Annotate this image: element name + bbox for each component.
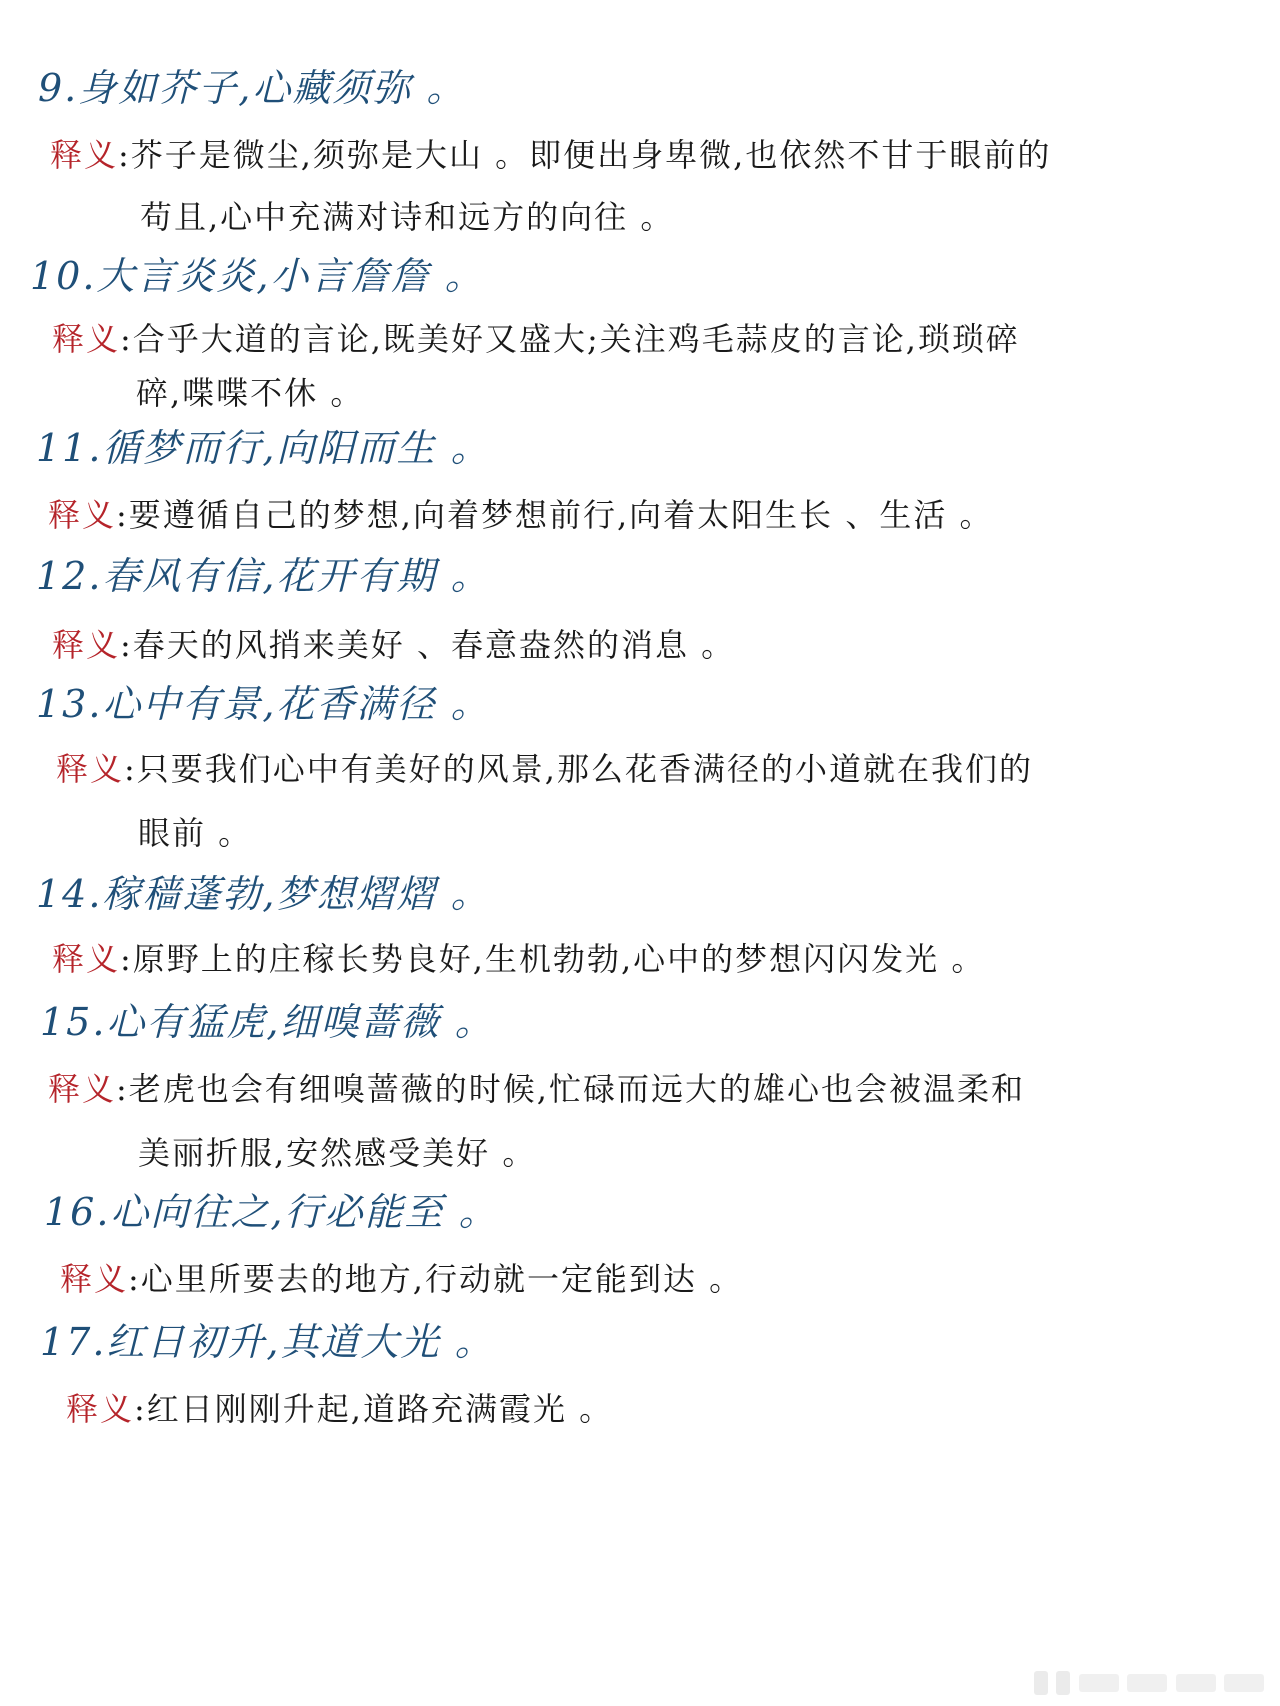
entry-title: 10.大言炎炎,小言詹詹 。 [30,254,485,298]
entry-definition: 释义:要遵循自己的梦想,向着梦想前行,向着太阳生长 、生活 。 [48,496,994,534]
entry-title: 13.心中有景,花香满径 。 [36,682,491,726]
definition-label: 释义 [60,1260,129,1298]
definition-text: 心里所要去的地方,行动就一定能到达 。 [140,1260,744,1298]
entry-definition: 释义:春天的风捎来美好 、春意盎然的消息 。 [52,626,736,664]
definition-label: 释义 [56,750,125,788]
entry-definition: 释义:芥子是微尘,须弥是大山 。即便出身卑微,也依然不甘于眼前的 [50,136,1052,174]
definition-label: 释义 [48,1070,117,1108]
definition-text-continued: 美丽折服,安然感受美好 。 [138,1134,537,1172]
entry-definition: 释义:老虎也会有细嗅蔷薇的时候,忙碌而远大的雄心也会被温柔和 [48,1070,1025,1108]
definition-label: 释义 [50,136,119,174]
entry-title: 17.红日初升,其道大光 。 [40,1320,495,1364]
definition-text: 原野上的庄稼长势良好,生机勃勃,心中的梦想闪闪发光 。 [132,940,986,978]
definition-label: 释义 [48,496,117,534]
entry-title: 9.身如芥子,心藏须弥 。 [38,66,467,110]
entry-title: 15.心有猛虎,细嗅蔷薇 。 [40,1000,495,1044]
entry-title: 14.稼穑蓬勃,梦想熠熠 。 [36,872,491,916]
entry-definition: 释义:红日刚刚升起,道路充满霞光 。 [66,1390,614,1428]
entry-definition: 释义:只要我们心中有美好的风景,那么花香满径的小道就在我们的 [56,750,1033,788]
definition-text: 要遵循自己的梦想,向着梦想前行,向着太阳生长 、生活 。 [128,496,994,534]
definition-text: 老虎也会有细嗅蔷薇的时候,忙碌而远大的雄心也会被温柔和 [128,1070,1025,1108]
definition-label: 释义 [52,320,121,358]
entry-definition: 释义:合乎大道的言论,既美好又盛大;关注鸡毛蒜皮的言论,琐琐碎 [52,320,1020,358]
definition-text-continued: 苟且,心中充满对诗和远方的向往 。 [140,198,675,236]
definition-text-continued: 碎,喋喋不休 。 [136,374,365,412]
watermark-logo [1034,1668,1264,1698]
definition-text: 红日刚刚升起,道路充满霞光 。 [146,1390,614,1428]
definition-text: 合乎大道的言论,既美好又盛大;关注鸡毛蒜皮的言论,琐琐碎 [132,320,1020,358]
definition-text-continued: 眼前 。 [138,814,253,852]
entry-definition: 释义:心里所要去的地方,行动就一定能到达 。 [60,1260,744,1298]
entry-title: 12.春风有信,花开有期 。 [36,554,491,598]
entry-title: 11.循梦而行,向阳而生 。 [36,426,491,470]
definition-text: 春天的风捎来美好 、春意盎然的消息 。 [132,626,736,664]
definition-label: 释义 [66,1390,135,1428]
entry-title: 16.心向往之,行必能至 。 [44,1190,499,1234]
definition-text: 只要我们心中有美好的风景,那么花香满径的小道就在我们的 [136,750,1033,788]
definition-label: 释义 [52,940,121,978]
definition-text: 芥子是微尘,须弥是大山 。即便出身卑微,也依然不甘于眼前的 [130,136,1052,174]
entry-definition: 释义:原野上的庄稼长势良好,生机勃勃,心中的梦想闪闪发光 。 [52,940,986,978]
definition-label: 释义 [52,626,121,664]
